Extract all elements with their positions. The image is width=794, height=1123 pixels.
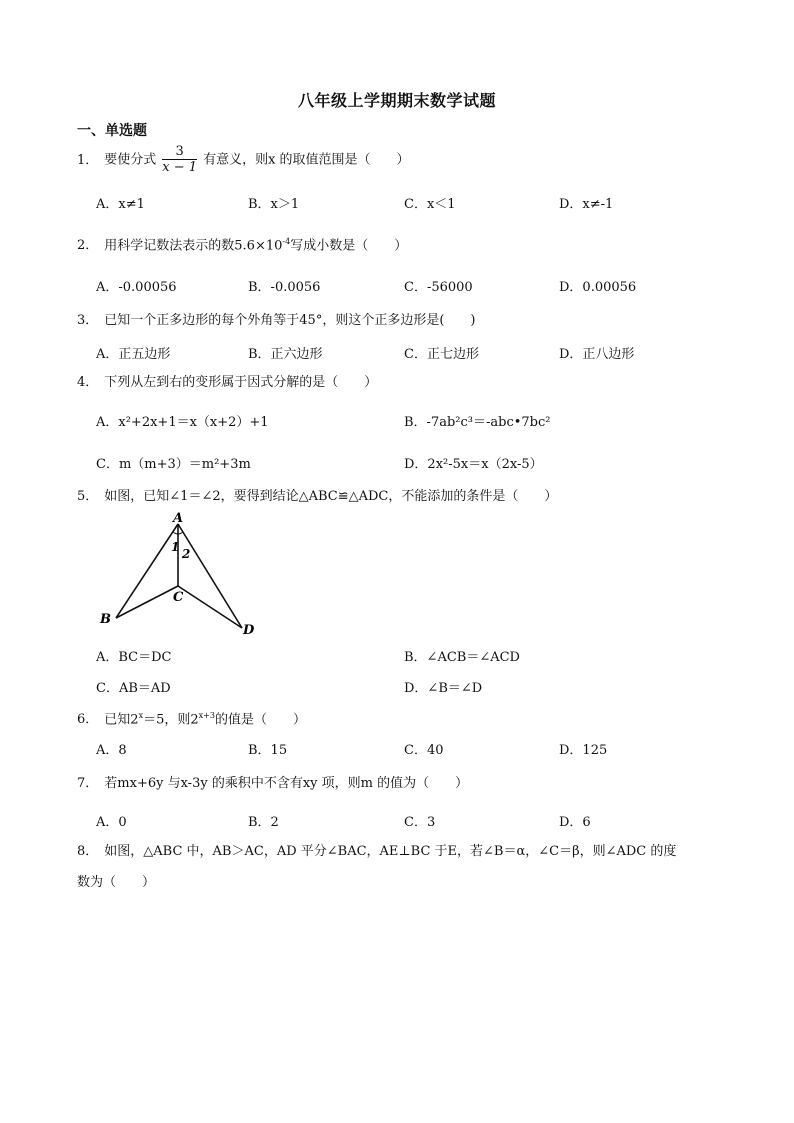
question-3 xyxy=(77,312,475,330)
question-text: 下列从左到右的变形属于因式分解的是（ ） xyxy=(104,375,378,390)
option-d: D．125 xyxy=(559,743,608,758)
option-d: D．0.00056 xyxy=(559,280,637,295)
question-text: 的值是（ ） xyxy=(214,712,306,728)
label-d: D xyxy=(243,623,255,638)
section-heading: 一、单选题 xyxy=(77,123,147,139)
option-c: C．-56000 xyxy=(404,280,473,295)
label-a: A xyxy=(173,511,184,526)
question-number: 1． xyxy=(77,152,99,168)
question-7 xyxy=(77,775,468,793)
fraction-numerator: 3 xyxy=(162,145,197,160)
option-d: D．6 xyxy=(559,815,591,830)
option-d: D．x≠-1 xyxy=(559,197,614,212)
question-number: 3． xyxy=(77,313,99,328)
question-text: 如图，已知∠1＝∠2，要得到结论△ABC≌△ADC，不能添加的条件是（ ） xyxy=(104,489,558,504)
option-a: A．BC＝DC xyxy=(96,650,172,665)
option-d: D．2x²-5x＝x（2x-5） xyxy=(404,457,543,472)
option-b: B．2 xyxy=(248,815,279,830)
segment-cd xyxy=(178,586,242,628)
question-text: 要使分式 xyxy=(104,152,157,168)
option-a: A．8 xyxy=(96,743,127,758)
segment-ad xyxy=(178,524,242,628)
option-c: C．AB＝AD xyxy=(96,681,171,696)
option-d: D．∠B＝∠D xyxy=(404,681,483,696)
option-a: A．x²+2x+1＝x（x+2）+1 xyxy=(96,415,269,430)
question-text: 若mx+6y 与x-3y 的乘积中不含有xy 项，则m 的值为（ ） xyxy=(104,776,469,791)
option-a: A．-0.00056 xyxy=(96,280,177,295)
option-b: B．∠ACB＝∠ACD xyxy=(404,650,520,665)
question-text: 已知2 xyxy=(104,712,139,728)
option-a: A．0 xyxy=(96,815,127,830)
question-number: 2． xyxy=(77,238,99,254)
option-b: B．正六边形 xyxy=(248,347,323,362)
option-c: C．m（m+3）＝m²+3m xyxy=(96,457,251,472)
page-title: 八年级上学期期末数学试题 xyxy=(297,91,496,110)
segment-ab xyxy=(116,524,178,618)
question-text: 写成小数是（ ） xyxy=(290,238,408,254)
question-number: 5． xyxy=(77,489,99,504)
angle-label-2: 2 xyxy=(182,547,191,561)
question-text: 用科学记数法表示的数5.6×10 xyxy=(104,238,283,254)
question-number: 4． xyxy=(77,375,99,390)
option-a: A．正五边形 xyxy=(96,347,171,362)
option-b: B．-7ab²c³＝-abc•7bc² xyxy=(404,415,551,430)
fraction-denominator: x − 1 xyxy=(162,160,198,175)
segment-bc xyxy=(116,586,178,618)
exponent: x xyxy=(138,711,144,720)
exponent: -4 xyxy=(282,237,291,246)
option-c: C．x＜1 xyxy=(404,197,456,212)
option-b: B．15 xyxy=(248,743,288,758)
exponent: x+3 xyxy=(198,711,215,720)
option-d: D．正八边形 xyxy=(559,347,635,362)
question-number: 6． xyxy=(77,712,99,728)
question-number: 7． xyxy=(77,776,99,791)
question-2 xyxy=(77,233,407,255)
question-text: ＝5，则2 xyxy=(143,712,199,728)
question-5 xyxy=(77,488,557,506)
triangle-figure xyxy=(94,510,274,638)
label-c: C xyxy=(173,590,184,605)
question-4 xyxy=(77,374,377,392)
label-b: B xyxy=(100,612,111,627)
option-a: A．x≠1 xyxy=(96,197,145,212)
option-b: B．-0.0056 xyxy=(248,280,321,295)
question-text: 如图，△ABC 中，AB＞AC，AD 平分∠BAC，AE⊥BC 于E，若∠B＝α，∠C＝β，则∠ADC 的度 xyxy=(104,844,677,859)
option-c: C．3 xyxy=(404,815,436,830)
option-c: C．40 xyxy=(404,743,444,758)
question-text: 有意义，则x 的取值范围是（ ） xyxy=(203,152,410,168)
angle-label-1: 1 xyxy=(171,540,180,554)
question-number: 8． xyxy=(77,844,99,859)
question-8-continued: 数为（ ） xyxy=(77,875,156,890)
question-6 xyxy=(77,707,306,729)
question-text: 已知一个正多边形的每个外角等于45°，则这个正多边形是( ) xyxy=(104,313,476,328)
fraction xyxy=(162,145,197,175)
question-1 xyxy=(77,145,410,175)
question-8 xyxy=(77,843,676,861)
option-b: B．x＞1 xyxy=(248,197,300,212)
option-c: C．正七边形 xyxy=(404,347,479,362)
